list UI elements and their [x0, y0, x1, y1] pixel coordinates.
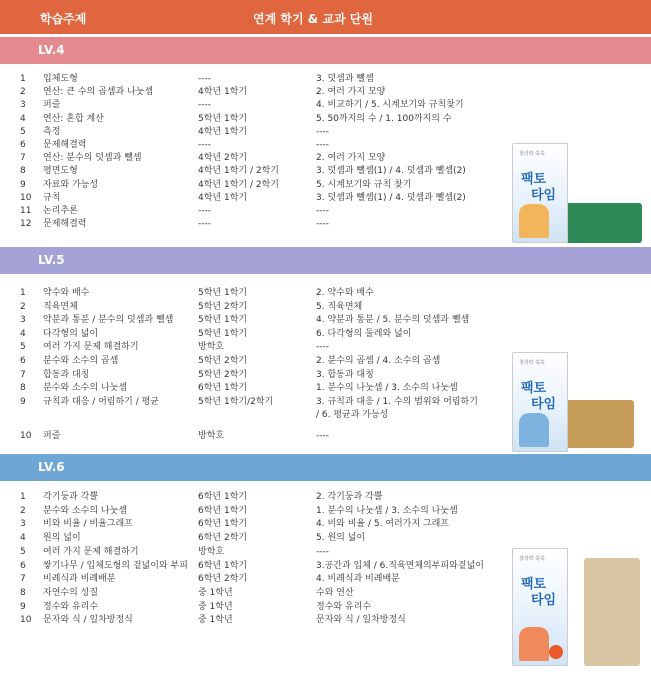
- topic-cell: 연산: 분수의 덧셈과 뺄셈: [43, 153, 142, 164]
- topic-cell: 논리추론: [43, 206, 78, 216]
- book-image-lv6: [512, 548, 642, 666]
- semester-cell: 6학년 2학기: [198, 533, 248, 544]
- row-number: 10: [20, 615, 32, 626]
- table-row: [0, 300, 651, 314]
- unit-cell: 수와 연산: [316, 587, 354, 598]
- table-row: [0, 313, 651, 327]
- topic-cell: 규칙과 대응 / 어림하기 / 평균: [43, 396, 160, 407]
- unit-cell: 4. 약분과 통분 / 5. 분수의 덧셈과 뺄셈: [316, 315, 470, 326]
- semester-cell: 6학년 1학기: [198, 383, 248, 394]
- topic-cell: 문제해결력: [43, 140, 87, 150]
- level-band-lv5: [0, 247, 651, 274]
- unit-cell: 4. 비교하기 / 5. 시계보기와 규칙찾기: [316, 100, 464, 111]
- topic-cell: 규칙: [43, 192, 61, 203]
- paper-house-image: [584, 558, 640, 666]
- row-number: 3: [20, 100, 26, 111]
- semester-cell: ----: [198, 100, 211, 111]
- semester-cell: 6학년 1학기: [198, 505, 248, 516]
- unit-cell: 2. 여러 가지 모양: [316, 87, 386, 98]
- row-number: 12: [20, 219, 32, 230]
- table-row: [0, 327, 651, 341]
- topic-cell: 연산: 혼합 계산: [43, 113, 104, 124]
- table-row: [0, 490, 651, 504]
- level-label: LV.6: [38, 460, 65, 474]
- topic-cell: 연산: 큰 수의 곱셈과 나눗셈: [43, 87, 154, 98]
- topic-cell: 약수와 배수: [43, 288, 90, 298]
- topic-cell: 문제해결력: [43, 219, 87, 230]
- row-number: 5: [20, 342, 26, 353]
- row-number: 7: [20, 153, 26, 164]
- semester-cell: 방학호: [198, 431, 225, 441]
- topic-cell: 쌓기나무 / 입체도형의 겉넓이와 부피: [43, 560, 188, 571]
- semester-cell: 중 1학년: [198, 615, 233, 626]
- unit-cell: 6. 다각형의 둘레와 넓이: [316, 328, 412, 339]
- semester-cell: 4학년 1학기 / 2학기: [198, 179, 279, 190]
- header-topic: 학습주제: [40, 12, 87, 26]
- semester-cell: 4학년 1학기: [198, 192, 248, 203]
- table-row: [0, 286, 651, 300]
- unit-cell: 정수와 유리수: [316, 601, 372, 612]
- semester-cell: 5학년 1학기: [198, 315, 248, 326]
- topic-cell: 합동과 대칭: [43, 369, 90, 380]
- topic-cell: 직육면체: [43, 301, 78, 312]
- topic-cell: 약분과 통분 / 분수의 덧셈과 뺄셈: [43, 315, 174, 326]
- unit-cell: 2. 분수의 곱셈 / 4. 소수의 곱셈: [316, 356, 441, 366]
- row-number: 2: [20, 87, 26, 98]
- topic-cell: 분수와 소수의 나눗셈: [43, 505, 127, 516]
- semester-cell: 4학년 2학기: [198, 153, 248, 164]
- character-illustration: [519, 413, 549, 447]
- row-number: 10: [20, 431, 32, 441]
- semester-cell: 5학년 2학기: [198, 356, 248, 366]
- unit-cell: ----: [316, 546, 329, 557]
- unit-cell: / 6. 평균과 가능성: [316, 410, 389, 421]
- book-cover: 창의력 쑥쑥 팩토 타임: [512, 548, 568, 666]
- board-game-image: [564, 203, 642, 243]
- topic-cell: 분수와 소수의 곱셈: [43, 356, 119, 366]
- unit-cell: 1. 분수의 나눗셈 / 3. 소수의 나눗셈: [316, 505, 458, 516]
- row-number: 5: [20, 126, 26, 137]
- table-row: [0, 125, 651, 139]
- unit-cell: 5. 50까지의 수 / 1. 100까지의 수: [316, 113, 452, 124]
- unit-cell: 3. 덧셈과 뺄셈(1) / 4. 덧셈과 뺄셈(2): [316, 166, 466, 177]
- table-row: [0, 517, 651, 531]
- semester-cell: 4학년 1학기: [198, 87, 248, 98]
- unit-cell: ----: [316, 126, 329, 137]
- row-number: 11: [20, 206, 32, 216]
- unit-cell: 문자와 식 / 일차방정식: [316, 615, 406, 626]
- unit-cell: 2. 각기둥과 각뿔: [316, 492, 383, 502]
- topic-cell: 여러 가지 문제 해결하기: [43, 546, 139, 557]
- row-number: 6: [20, 140, 26, 150]
- unit-cell: 1. 분수의 나눗셈 / 3. 소수의 나눗셈: [316, 383, 458, 394]
- row-number: 1: [20, 74, 26, 84]
- header-curriculum: 연계 학기 & 교과 단원: [253, 12, 373, 26]
- row-number: 4: [20, 113, 26, 124]
- semester-cell: 6학년 1학기: [198, 492, 248, 502]
- semester-cell: 4학년 1학기 / 2학기: [198, 166, 279, 177]
- character-illustration: [519, 204, 549, 238]
- unit-cell: 5. 시계보기와 규칙 찾기: [316, 179, 412, 190]
- row-number: 9: [20, 179, 26, 190]
- topic-cell: 분수와 소수의 나눗셈: [43, 383, 127, 394]
- level-band-lv4: [0, 37, 651, 64]
- topic-cell: 퍼즐: [43, 100, 61, 111]
- unit-cell: 2. 여러 가지 모양: [316, 153, 386, 164]
- row-number: 10: [20, 192, 32, 203]
- row-number: 8: [20, 166, 26, 177]
- row-number: 2: [20, 505, 26, 516]
- unit-cell: 3. 규칙과 대응 / 1. 수의 범위와 어림하기: [316, 396, 478, 407]
- semester-cell: 5학년 1학기: [198, 113, 248, 124]
- unit-cell: ----: [316, 431, 329, 441]
- semester-cell: 중 1학년: [198, 601, 233, 612]
- topic-cell: 비례식과 비례배분: [43, 574, 116, 585]
- table-row: [0, 504, 651, 518]
- character-illustration: [519, 627, 549, 661]
- unit-cell: 3. 덧셈과 뺄셈(1) / 4. 덧셈과 뺄셈(2): [316, 192, 466, 203]
- row-number: 6: [20, 356, 26, 366]
- topic-cell: 입체도형: [43, 74, 78, 84]
- semester-cell: ----: [198, 74, 211, 84]
- badge-icon: [549, 645, 563, 659]
- unit-cell: 5. 직육면체: [316, 301, 363, 312]
- topic-cell: 자연수의 성질: [43, 587, 99, 598]
- level-band-lv6: [0, 454, 651, 481]
- topic-cell: 평면도형: [43, 166, 78, 177]
- book-image-lv5: [512, 352, 642, 452]
- topic-cell: 다각형의 넓이: [43, 328, 99, 339]
- unit-cell: 3. 합동과 대칭: [316, 369, 374, 380]
- unit-cell: 2. 약수와 배수: [316, 288, 374, 298]
- unit-cell: ----: [316, 342, 329, 353]
- row-number: 9: [20, 601, 26, 612]
- semester-cell: 6학년 1학기: [198, 519, 248, 530]
- row-number: 7: [20, 369, 26, 380]
- row-number: 8: [20, 587, 26, 598]
- table-row: [0, 85, 651, 99]
- topic-cell: 각기둥과 각뿔: [43, 492, 99, 502]
- topic-cell: 원의 넓이: [43, 533, 81, 544]
- table-row: [0, 98, 651, 112]
- semester-cell: 6학년 1학기: [198, 560, 248, 571]
- topic-cell: 정수와 유리수: [43, 601, 99, 612]
- semester-cell: 방학호: [198, 342, 225, 353]
- semester-cell: 5학년 2학기: [198, 301, 248, 312]
- semester-cell: 4학년 1학기: [198, 126, 248, 137]
- row-number: 8: [20, 383, 26, 394]
- semester-cell: 5학년 1학기/2학기: [198, 396, 274, 407]
- row-number: 6: [20, 560, 26, 571]
- unit-cell: ----: [316, 140, 329, 150]
- unit-cell: 5. 원의 넓이: [316, 533, 366, 544]
- topic-cell: 문자와 식 / 일차방정식: [43, 615, 133, 626]
- row-number: 1: [20, 288, 26, 298]
- book-cover: 창의력 쑥쑥 팩토 타임: [512, 352, 568, 452]
- row-number: 3: [20, 519, 26, 530]
- table-row: [0, 112, 651, 126]
- row-number: 1: [20, 492, 26, 502]
- semester-cell: ----: [198, 140, 211, 150]
- unit-cell: 4. 비례식과 비례배분: [316, 574, 400, 585]
- row-number: 4: [20, 533, 26, 544]
- puzzle-cube-image: [564, 400, 634, 448]
- semester-cell: 6학년 2학기: [198, 574, 248, 585]
- row-number: 7: [20, 574, 26, 585]
- semester-cell: 5학년 1학기: [198, 288, 248, 298]
- table-header: [0, 0, 651, 34]
- unit-cell: ----: [316, 206, 329, 216]
- table-row: [0, 531, 651, 545]
- unit-cell: 3.공간과 입체 / 6.직육면체의부피와겉넓이: [316, 560, 484, 571]
- unit-cell: 3. 덧셈과 뺄셈: [316, 74, 374, 84]
- topic-cell: 여러 가지 문제 해결하기: [43, 342, 139, 353]
- semester-cell: 방학호: [198, 546, 225, 557]
- level-label: LV.5: [38, 253, 65, 267]
- row-number: 5: [20, 546, 26, 557]
- topic-cell: 퍼즐: [43, 431, 61, 441]
- book-cover: 창의력 쑥쑥 팩토 타임: [512, 143, 568, 243]
- row-number: 2: [20, 301, 26, 312]
- semester-cell: 5학년 2학기: [198, 369, 248, 380]
- semester-cell: 5학년 1학기: [198, 328, 248, 339]
- semester-cell: ----: [198, 219, 211, 230]
- unit-cell: ----: [316, 219, 329, 230]
- topic-cell: 자료와 가능성: [43, 179, 99, 190]
- topic-cell: 측정: [43, 126, 61, 137]
- row-number: 9: [20, 396, 26, 407]
- level-label: LV.4: [38, 43, 65, 57]
- table-row: [0, 72, 651, 86]
- semester-cell: ----: [198, 206, 211, 216]
- semester-cell: 중 1학년: [198, 587, 233, 598]
- row-number: 4: [20, 328, 26, 339]
- unit-cell: 4. 비와 비율 / 5. 여러가지 그래프: [316, 519, 450, 530]
- book-image-lv4: [512, 143, 642, 243]
- topic-cell: 비와 비율 / 비율그래프: [43, 519, 133, 530]
- row-number: 3: [20, 315, 26, 326]
